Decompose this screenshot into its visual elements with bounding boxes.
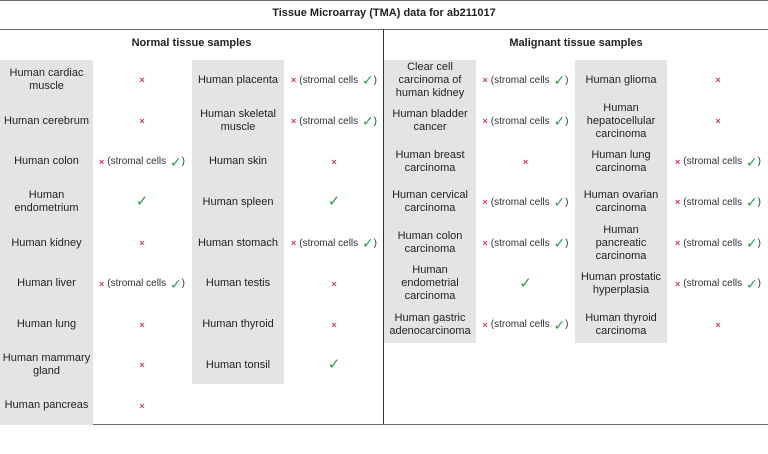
checkmark-icon: ✓ bbox=[327, 193, 341, 211]
tissue-name: Human ovarian carcinoma bbox=[583, 189, 659, 215]
result-cell bbox=[477, 264, 574, 305]
cross-icon: × bbox=[139, 116, 145, 127]
result-cell bbox=[668, 141, 768, 182]
checkmark-icon: ✓ bbox=[553, 235, 566, 252]
tissue-name: Human liver bbox=[17, 277, 76, 290]
title-divider bbox=[0, 29, 768, 30]
result-cell bbox=[285, 264, 383, 305]
close-paren: ) bbox=[181, 278, 186, 290]
tissue-name: Human tonsil bbox=[205, 358, 271, 371]
checkmark-icon: ✓ bbox=[745, 194, 758, 211]
cross-icon: × bbox=[715, 75, 721, 86]
checkmark-icon: ✓ bbox=[169, 153, 182, 170]
stromal-cells-label: (stromal cells bbox=[299, 115, 361, 127]
result-cell bbox=[285, 141, 383, 182]
stromal-cells-label: (stromal cells bbox=[683, 156, 745, 168]
result-cell bbox=[285, 345, 383, 386]
close-paren: ) bbox=[373, 74, 378, 86]
result-cell bbox=[668, 304, 768, 345]
result-cell bbox=[477, 223, 574, 264]
close-paren: ) bbox=[757, 196, 762, 208]
cross-icon: × bbox=[98, 278, 105, 289]
stromal-cells-label: (stromal cells bbox=[490, 115, 553, 127]
malignant-section-header: Malignant tissue samples bbox=[509, 37, 643, 49]
cross-icon: × bbox=[139, 319, 145, 330]
checkmark-icon: ✓ bbox=[553, 72, 566, 89]
result-cell bbox=[94, 345, 190, 386]
cross-icon: × bbox=[674, 278, 681, 289]
cross-icon: × bbox=[482, 197, 488, 208]
close-paren: ) bbox=[565, 319, 569, 331]
stromal-cells-label: (stromal cells bbox=[107, 156, 169, 168]
result-cell bbox=[477, 141, 574, 182]
cross-icon: × bbox=[715, 116, 721, 127]
result-cell bbox=[477, 304, 574, 345]
tissue-name: Human spleen bbox=[202, 195, 274, 208]
close-paren: ) bbox=[565, 196, 569, 208]
cross-icon: × bbox=[674, 156, 681, 167]
tissue-name: Human cerebrum bbox=[4, 114, 89, 127]
stromal-cells-label: (stromal cells bbox=[107, 278, 169, 290]
checkmark-icon: ✓ bbox=[745, 235, 758, 252]
result-cell bbox=[94, 182, 190, 223]
checkmark-icon: ✓ bbox=[745, 275, 758, 292]
checkmark-icon: ✓ bbox=[553, 194, 566, 211]
close-paren: ) bbox=[373, 237, 378, 249]
stromal-cells-label: (stromal cells bbox=[490, 319, 553, 331]
result-cell bbox=[94, 264, 190, 305]
result-cell bbox=[477, 182, 574, 223]
tissue-name: Human pancreatic carcinoma bbox=[595, 223, 647, 262]
tissue-name: Human lung bbox=[16, 318, 77, 331]
cross-icon: × bbox=[290, 238, 297, 249]
close-paren: ) bbox=[757, 278, 762, 290]
tissue-name: Human kidney bbox=[11, 236, 82, 249]
cross-icon: × bbox=[290, 116, 297, 127]
tissue-name: Human cervical carcinoma bbox=[392, 189, 468, 215]
tissue-name: Human mammary gland bbox=[2, 352, 91, 378]
result-cell bbox=[285, 101, 383, 142]
stromal-cells-label: (stromal cells bbox=[683, 237, 745, 249]
result-cell bbox=[477, 101, 574, 142]
close-paren: ) bbox=[757, 237, 762, 249]
close-paren: ) bbox=[757, 156, 762, 168]
cross-icon: × bbox=[331, 156, 337, 167]
cross-icon: × bbox=[139, 75, 145, 86]
stromal-cells-label: (stromal cells bbox=[683, 196, 745, 208]
stromal-cells-label: (stromal cells bbox=[490, 74, 553, 86]
result-cell bbox=[668, 264, 768, 305]
stromal-cells-label: (stromal cells bbox=[299, 237, 361, 249]
checkmark-icon: ✓ bbox=[361, 235, 374, 252]
checkmark-icon: ✓ bbox=[553, 113, 566, 130]
result-cell bbox=[94, 223, 190, 264]
tissue-name: Human thyroid bbox=[202, 318, 274, 331]
tissue-name: Human breast carcinoma bbox=[395, 148, 465, 174]
tissue-name: Human lung carcinoma bbox=[591, 148, 651, 174]
tissue-name: Human placenta bbox=[197, 73, 279, 86]
checkmark-icon: ✓ bbox=[361, 113, 374, 130]
result-cell bbox=[668, 60, 768, 101]
tissue-name: Human prostatic hyperplasia bbox=[580, 270, 662, 296]
result-cell bbox=[285, 60, 383, 101]
stromal-cells-label: (stromal cells bbox=[299, 74, 361, 86]
result-cell bbox=[285, 304, 383, 345]
tissue-name: Human colon carcinoma bbox=[397, 230, 463, 256]
normal-section-header: Normal tissue samples bbox=[131, 37, 252, 49]
tissue-name: Human colon bbox=[14, 155, 79, 168]
tissue-name: Human testis bbox=[205, 277, 271, 290]
stromal-cells-label: (stromal cells bbox=[683, 278, 745, 290]
tissue-name: Human endometrial carcinoma bbox=[401, 264, 459, 303]
tissue-name: Human gastric adenocarcinoma bbox=[389, 311, 471, 337]
cross-icon: × bbox=[98, 156, 105, 167]
result-cell bbox=[285, 223, 383, 264]
cross-icon: × bbox=[715, 319, 721, 330]
close-paren: ) bbox=[181, 156, 186, 168]
checkmark-icon: ✓ bbox=[361, 72, 374, 89]
result-cell bbox=[477, 60, 574, 101]
cross-icon: × bbox=[482, 319, 488, 330]
page-title: Tissue Microarray (TMA) data for ab211017 bbox=[272, 7, 496, 19]
tissue-name: Clear cell carcinoma of human kidney bbox=[395, 60, 465, 99]
cross-icon: × bbox=[522, 156, 529, 167]
tissue-name: Human thyroid carcinoma bbox=[585, 311, 657, 337]
result-cell bbox=[94, 386, 190, 427]
checkmark-icon: ✓ bbox=[553, 316, 566, 333]
cross-icon: × bbox=[139, 400, 145, 411]
result-cell bbox=[94, 60, 190, 101]
tissue-name: Human pancreas bbox=[4, 399, 89, 412]
cross-icon: × bbox=[482, 238, 488, 249]
close-paren: ) bbox=[565, 237, 569, 249]
close-paren: ) bbox=[565, 74, 569, 86]
cross-icon: × bbox=[482, 75, 488, 86]
cross-icon: × bbox=[290, 75, 297, 86]
checkmark-icon: ✓ bbox=[327, 356, 341, 374]
checkmark-icon: ✓ bbox=[169, 275, 182, 292]
close-paren: ) bbox=[565, 115, 569, 127]
stromal-cells-label: (stromal cells bbox=[490, 196, 553, 208]
tissue-name: Human glioma bbox=[585, 73, 657, 86]
stromal-cells-label: (stromal cells bbox=[490, 237, 553, 249]
result-cell bbox=[94, 101, 190, 142]
tissue-name: Human stomach bbox=[197, 236, 279, 249]
result-cell bbox=[94, 304, 190, 345]
result-cell bbox=[94, 141, 190, 182]
top-border bbox=[0, 0, 768, 1]
cross-icon: × bbox=[482, 116, 488, 127]
cross-icon: × bbox=[139, 360, 145, 371]
result-cell bbox=[668, 182, 768, 223]
cross-icon: × bbox=[674, 197, 681, 208]
tissue-name: Human skeletal muscle bbox=[200, 108, 276, 134]
checkmark-icon: ✓ bbox=[745, 153, 758, 170]
tissue-name: Human endometrium bbox=[14, 189, 79, 215]
tissue-name: Human skin bbox=[208, 155, 268, 168]
checkmark-icon: ✓ bbox=[519, 274, 532, 292]
checkmark-icon: ✓ bbox=[135, 193, 149, 211]
tissue-name: Human bladder cancer bbox=[392, 108, 468, 134]
cross-icon: × bbox=[331, 319, 337, 330]
cross-icon: × bbox=[139, 238, 145, 249]
result-cell bbox=[668, 223, 768, 264]
result-cell bbox=[285, 182, 383, 223]
tissue-name: Human hepatocellular carcinoma bbox=[586, 101, 656, 140]
tissue-name: Human cardiac muscle bbox=[9, 67, 84, 93]
cross-icon: × bbox=[331, 278, 337, 289]
cross-icon: × bbox=[674, 238, 681, 249]
result-cell bbox=[668, 101, 768, 142]
close-paren: ) bbox=[373, 115, 378, 127]
